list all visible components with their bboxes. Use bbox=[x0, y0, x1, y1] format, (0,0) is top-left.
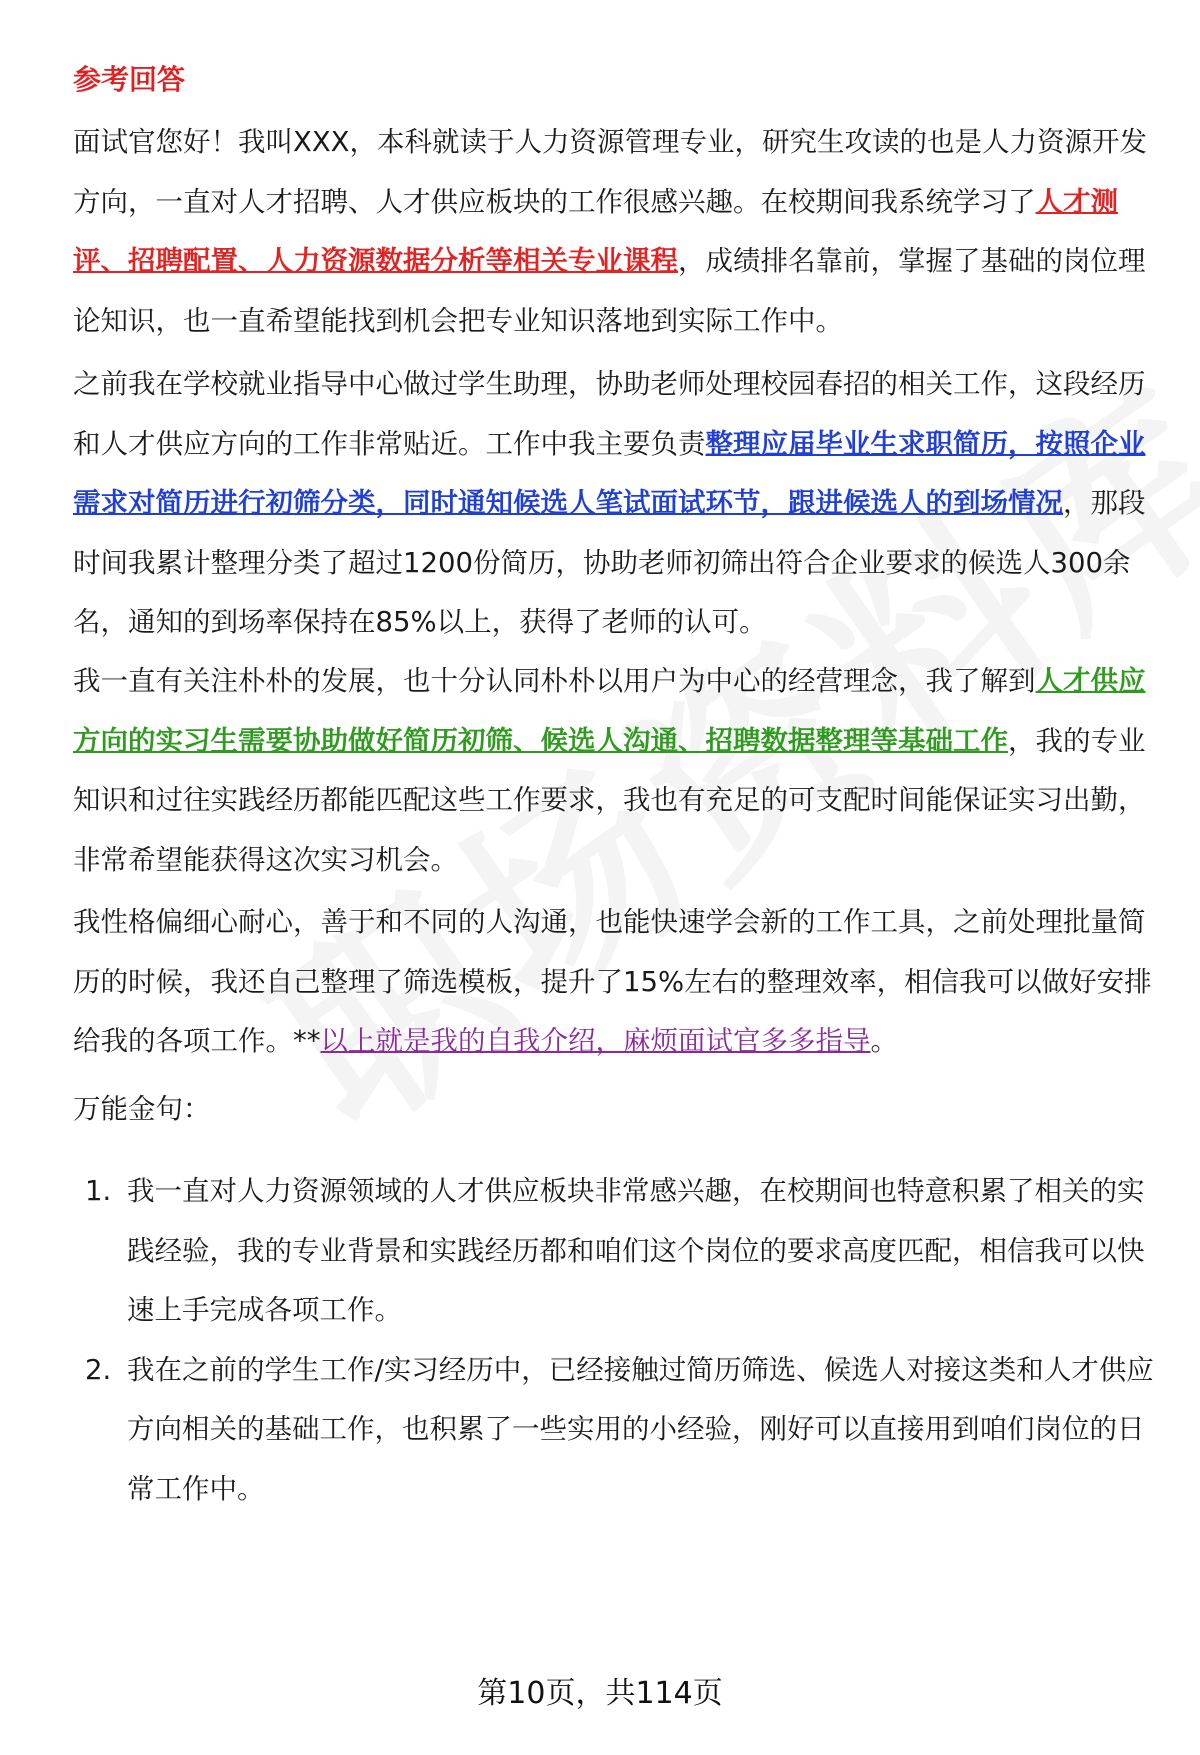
paragraph-company bbox=[73, 652, 1161, 890]
paragraph-intro bbox=[73, 113, 1161, 351]
paragraph-experience bbox=[73, 355, 1161, 653]
highlight-role: 人才供应方向的实习生需要协助做好简历初筛、候选人沟通、招聘数据整理等基础工作 bbox=[73, 665, 1146, 757]
list-item bbox=[73, 1341, 1161, 1520]
paragraph-text: ，那段时间我累计整理分类了超过1200份简历，协助老师初筛出符合企业要求的候选人300余名，通知的到场率保持在85%以上，获得了老师的认可。 bbox=[73, 487, 1146, 638]
paragraph-text: 我一直有关注朴朴的发展，也十分认同朴朴以用户为中心的经营理念，我了解到 bbox=[73, 665, 1036, 697]
golden-label: 万能金句： bbox=[73, 1093, 211, 1125]
list-item-text: 我一直对人力资源领域的人才供应板块非常感兴趣，在校期间也特意积累了相关的实践经验，我的专业背景和实践经历都和咱们这个岗位的要求高度匹配，相信我可以快速上手完成各项工作。 bbox=[127, 1175, 1145, 1326]
list-number: 2. bbox=[85, 1353, 112, 1386]
paragraph-text: 我性格偏细心耐心，善于和不同的人沟通，也能快速学会新的工作工具，之前处理批量简历的时候，我还自己整理了筛选模板，提升了15%左右的整理效率，相信我可以做好安排给我的各项工作。** bbox=[73, 906, 1152, 1057]
paragraph-text: ，我的专业知识和过往实践经历都能匹配这些工作要求，我也有充足的可支配时间能保证实习出勤，非常希望能获得这次实习机会。 bbox=[73, 724, 1146, 876]
highlight-duties: 整理应届毕业生求职简历，按照企业需求对简历进行初筛分类，同时通知候选人笔试面试环节，跟进候选人的到场情况 bbox=[73, 427, 1146, 519]
paragraph-text: 之前我在学校就业指导中心做过学生助理，协助老师处理校园春招的相关工作，这段经历和人才供应方向的工作非常贴近。工作中我主要负责 bbox=[73, 368, 1146, 460]
paragraph-text: ，成绩排名靠前，掌握了基础的岗位理论知识，也一直希望能找到机会把专业知识落地到实际工作中。 bbox=[73, 245, 1146, 337]
list-item-text: 我在之前的学生工作/实习经历中，已经接触过简历筛选、候选人对接这类和人才供应方向相关的基础工作，也积累了一些实用的小经验，刚好可以直接用到咱们岗位的日常工作中。 bbox=[127, 1353, 1154, 1505]
paragraph-personality bbox=[73, 893, 1161, 1072]
section-heading: 参考回答 bbox=[73, 63, 186, 96]
list-item bbox=[73, 1162, 1161, 1341]
paragraph-text: 。 bbox=[870, 1025, 898, 1057]
page-number: 第10页，共114页 bbox=[477, 1676, 723, 1711]
list-number: 1. bbox=[85, 1175, 112, 1207]
closing-link[interactable]: 以上就是我的自我介绍，麻烦面试官多多指导 bbox=[320, 1025, 871, 1057]
paragraph-text: 面试官您好！我叫XXX，本科就读于人力资源管理专业，研究生攻读的也是人力资源开发方向，一直对人才招聘、人才供应板块的工作很感兴趣。在校期间我系统学习了 bbox=[73, 126, 1148, 218]
highlight-courses: 人才测评、招聘配置、人力资源数据分析等相关专业课程 bbox=[73, 185, 1118, 277]
golden-list bbox=[73, 1162, 1161, 1519]
